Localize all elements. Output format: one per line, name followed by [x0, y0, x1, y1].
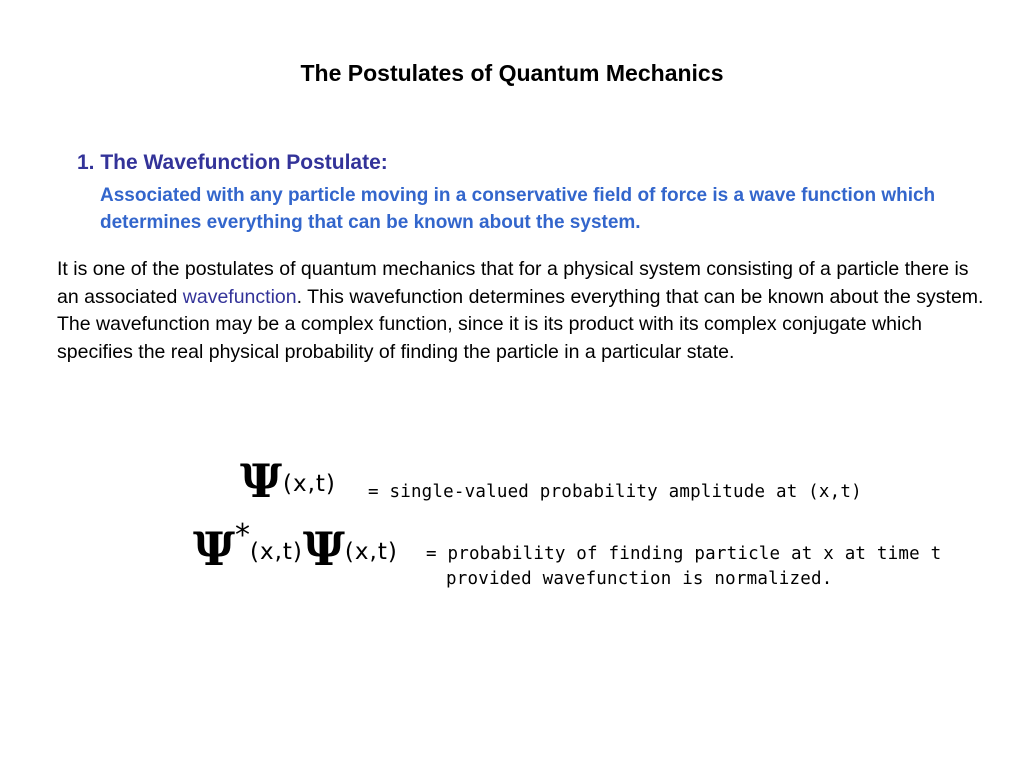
wavefunction-link[interactable]: wavefunction: [182, 285, 297, 308]
psi-arguments: (x,t): [344, 539, 398, 565]
psi-arguments: (x,t): [283, 471, 336, 497]
psi-symbol: Ψ: [240, 454, 283, 508]
body-paragraph: [57, 256, 987, 366]
psi-conjugate-symbol: Ψ: [193, 522, 236, 576]
body-text-before-link: It is one of the postulates of quantum mechanics that for a physical system consisting of a particle there is an associated: [57, 258, 969, 308]
equation-amplitude: [240, 454, 862, 508]
postulate-heading: 1. The Wavefunction Postulate:: [77, 151, 388, 174]
probability-description-line2: provided wavefunction is normalized.: [446, 569, 833, 589]
slide-title: The Postulates of Quantum Mechanics: [300, 60, 724, 86]
postulate-statement: Associated with any particle moving in a conservative field of force is a wave function which determines everything that can be known about the system.: [100, 185, 936, 233]
amplitude-description: = single-valued probability amplitude at (x,t): [368, 482, 862, 502]
psi-symbol: Ψ: [302, 522, 345, 576]
complex-conjugate-star: *: [235, 518, 251, 553]
equations-figure: [0, 450, 1024, 610]
psi-conjugate-arguments: (x,t): [250, 539, 303, 565]
probability-description-line1: = probability of finding particle at x at time t: [426, 544, 942, 564]
equation-probability: [193, 518, 942, 589]
body-text-after-link: . This wavefunction determines everything that can be known about the system. The wavefunction may be a complex function, since it is its product with its complex conjugate which specifies the real physical probability of finding the particle in a particular state.: [57, 285, 984, 363]
